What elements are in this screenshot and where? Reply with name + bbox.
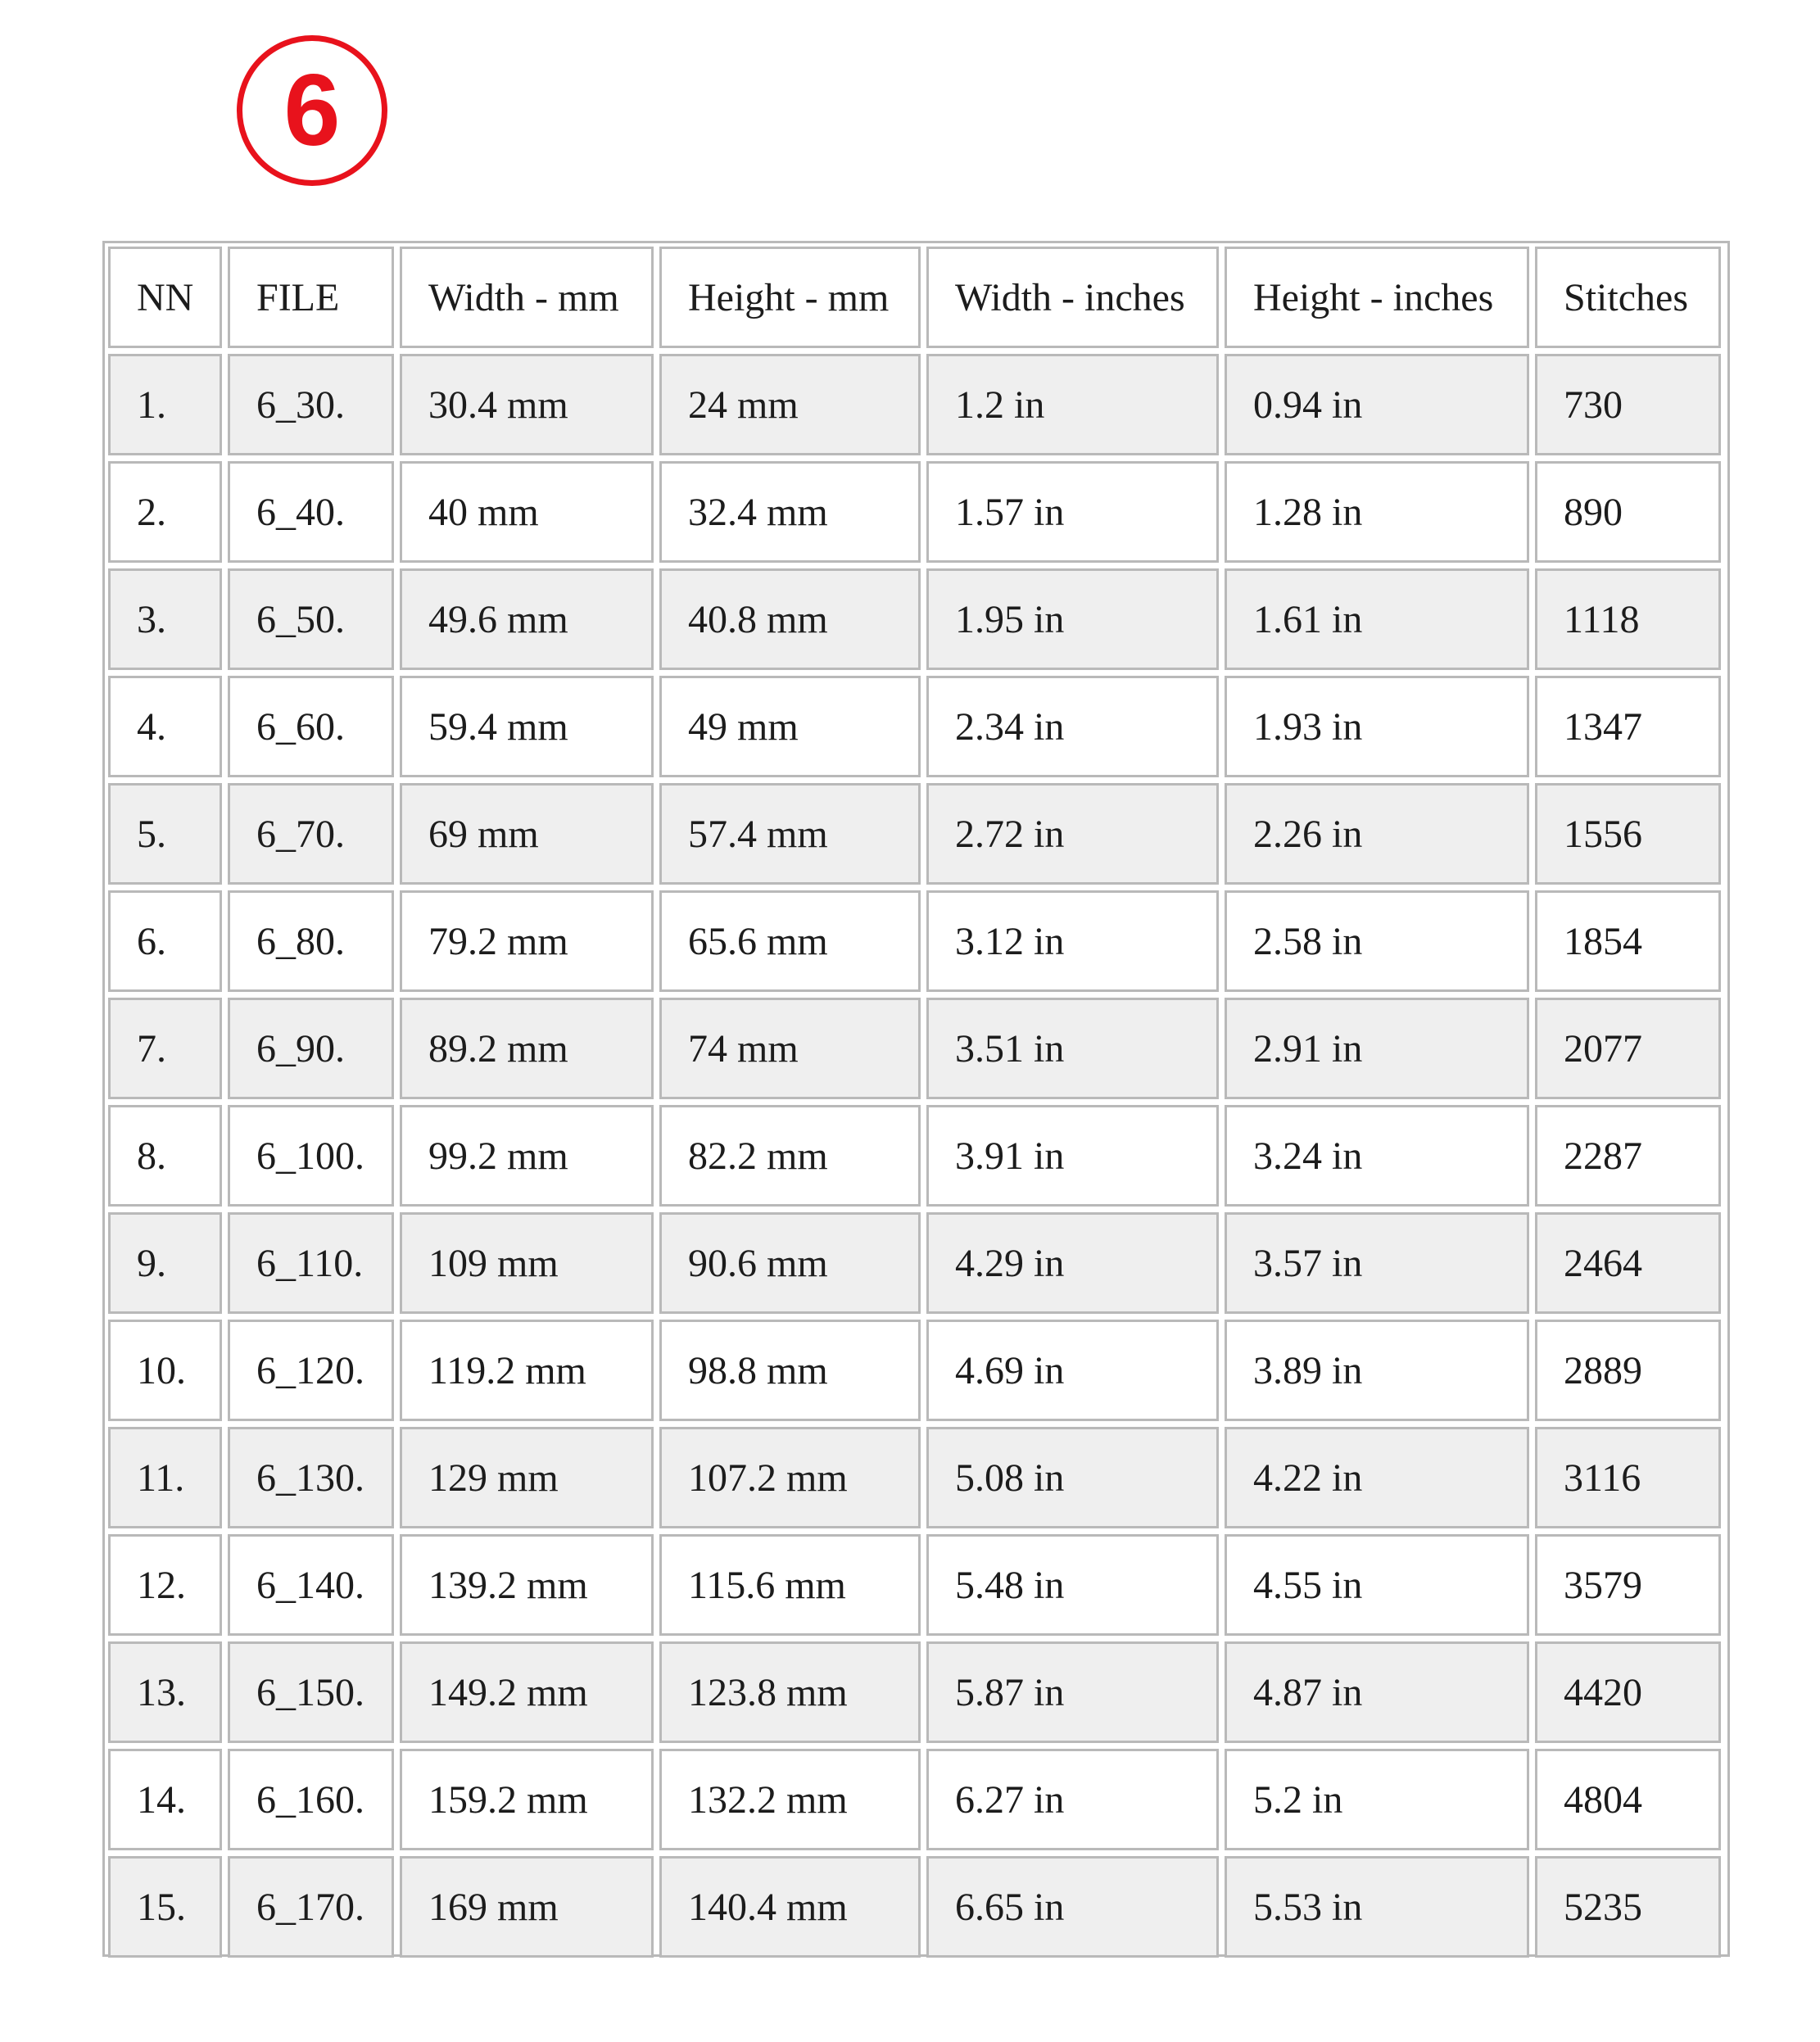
cell-width-inches: 1.57 in	[926, 461, 1219, 563]
cell-height-inches: 5.2 in	[1225, 1749, 1529, 1850]
cell-height-mm: 90.6 mm	[659, 1212, 921, 1314]
cell-width-inches: 1.95 in	[926, 568, 1219, 670]
table-row	[108, 1856, 1721, 1958]
header-height-mm: Height - mm	[659, 247, 921, 348]
header-height-inches: Height - inches	[1225, 247, 1529, 348]
cell-width-inches: 2.72 in	[926, 783, 1219, 885]
size-table	[102, 241, 1727, 1963]
cell-height-mm: 49 mm	[659, 676, 921, 777]
cell-height-inches: 4.55 in	[1225, 1534, 1529, 1636]
cell-height-inches: 3.24 in	[1225, 1105, 1529, 1207]
cell-file: 6_140.	[228, 1534, 394, 1636]
cell-height-mm: 140.4 mm	[659, 1856, 921, 1958]
cell-nn: 12.	[108, 1534, 222, 1636]
cell-nn: 2.	[108, 461, 222, 563]
cell-file: 6_110.	[228, 1212, 394, 1314]
cell-height-inches: 1.93 in	[1225, 676, 1529, 777]
cell-nn: 15.	[108, 1856, 222, 1958]
cell-width-mm: 109 mm	[400, 1212, 654, 1314]
cell-width-mm: 149.2 mm	[400, 1641, 654, 1743]
cell-width-mm: 40 mm	[400, 461, 654, 563]
cell-file: 6_90.	[228, 998, 394, 1099]
cell-width-inches: 3.12 in	[926, 890, 1219, 992]
cell-file: 6_170.	[228, 1856, 394, 1958]
header-nn: NN	[108, 247, 222, 348]
cell-file: 6_80.	[228, 890, 394, 992]
cell-stitches: 730	[1535, 354, 1721, 455]
cell-file: 6_130.	[228, 1427, 394, 1528]
table-row	[108, 676, 1721, 777]
cell-nn: 11.	[108, 1427, 222, 1528]
cell-width-inches: 6.65 in	[926, 1856, 1219, 1958]
cell-nn: 1.	[108, 354, 222, 455]
number-badge	[237, 35, 387, 186]
cell-stitches: 1347	[1535, 676, 1721, 777]
cell-stitches: 1556	[1535, 783, 1721, 885]
cell-height-mm: 57.4 mm	[659, 783, 921, 885]
cell-height-mm: 40.8 mm	[659, 568, 921, 670]
table-row	[108, 1641, 1721, 1743]
cell-width-inches: 3.51 in	[926, 998, 1219, 1099]
cell-nn: 10.	[108, 1320, 222, 1421]
table-row	[108, 461, 1721, 563]
cell-width-inches: 6.27 in	[926, 1749, 1219, 1850]
cell-height-inches: 5.53 in	[1225, 1856, 1529, 1958]
cell-width-inches: 2.34 in	[926, 676, 1219, 777]
cell-width-mm: 59.4 mm	[400, 676, 654, 777]
cell-file: 6_50.	[228, 568, 394, 670]
cell-stitches: 2889	[1535, 1320, 1721, 1421]
cell-width-mm: 69 mm	[400, 783, 654, 885]
cell-stitches: 2464	[1535, 1212, 1721, 1314]
header-width-inches: Width - inches	[926, 247, 1219, 348]
cell-height-mm: 132.2 mm	[659, 1749, 921, 1850]
cell-height-mm: 24 mm	[659, 354, 921, 455]
cell-height-mm: 98.8 mm	[659, 1320, 921, 1421]
header-width-mm: Width - mm	[400, 247, 654, 348]
cell-width-mm: 159.2 mm	[400, 1749, 654, 1850]
cell-height-inches: 4.87 in	[1225, 1641, 1529, 1743]
header-stitches: Stitches	[1535, 247, 1721, 348]
cell-file: 6_120.	[228, 1320, 394, 1421]
cell-height-mm: 107.2 mm	[659, 1427, 921, 1528]
cell-width-inches: 5.48 in	[926, 1534, 1219, 1636]
cell-width-mm: 169 mm	[400, 1856, 654, 1958]
cell-width-inches: 1.2 in	[926, 354, 1219, 455]
cell-stitches: 2077	[1535, 998, 1721, 1099]
cell-width-mm: 79.2 mm	[400, 890, 654, 992]
cell-width-mm: 129 mm	[400, 1427, 654, 1528]
cell-file: 6_70.	[228, 783, 394, 885]
cell-width-inches: 4.29 in	[926, 1212, 1219, 1314]
cell-width-mm: 89.2 mm	[400, 998, 654, 1099]
table-row	[108, 1105, 1721, 1207]
table-row	[108, 354, 1721, 455]
cell-height-inches: 0.94 in	[1225, 354, 1529, 455]
size-table-frame	[102, 241, 1730, 1957]
cell-height-inches: 1.61 in	[1225, 568, 1529, 670]
cell-width-mm: 30.4 mm	[400, 354, 654, 455]
cell-height-inches: 1.28 in	[1225, 461, 1529, 563]
cell-height-mm: 82.2 mm	[659, 1105, 921, 1207]
table-row	[108, 568, 1721, 670]
cell-file: 6_160.	[228, 1749, 394, 1850]
table-row	[108, 1534, 1721, 1636]
cell-file: 6_30.	[228, 354, 394, 455]
cell-height-inches: 3.57 in	[1225, 1212, 1529, 1314]
cell-nn: 6.	[108, 890, 222, 992]
cell-height-mm: 123.8 mm	[659, 1641, 921, 1743]
cell-width-inches: 5.08 in	[926, 1427, 1219, 1528]
header-row	[108, 247, 1721, 348]
table-row	[108, 1749, 1721, 1850]
cell-width-mm: 139.2 mm	[400, 1534, 654, 1636]
table-row	[108, 890, 1721, 992]
cell-nn: 13.	[108, 1641, 222, 1743]
cell-width-inches: 4.69 in	[926, 1320, 1219, 1421]
cell-stitches: 3116	[1535, 1427, 1721, 1528]
cell-nn: 4.	[108, 676, 222, 777]
cell-nn: 14.	[108, 1749, 222, 1850]
cell-height-inches: 2.26 in	[1225, 783, 1529, 885]
cell-file: 6_40.	[228, 461, 394, 563]
cell-stitches: 2287	[1535, 1105, 1721, 1207]
cell-file: 6_150.	[228, 1641, 394, 1743]
cell-stitches: 890	[1535, 461, 1721, 563]
cell-height-inches: 3.89 in	[1225, 1320, 1529, 1421]
cell-file: 6_60.	[228, 676, 394, 777]
table-row	[108, 998, 1721, 1099]
cell-stitches: 5235	[1535, 1856, 1721, 1958]
table-row	[108, 783, 1721, 885]
cell-stitches: 3579	[1535, 1534, 1721, 1636]
cell-height-mm: 115.6 mm	[659, 1534, 921, 1636]
cell-width-inches: 3.91 in	[926, 1105, 1219, 1207]
cell-nn: 9.	[108, 1212, 222, 1314]
cell-height-mm: 74 mm	[659, 998, 921, 1099]
cell-stitches: 1854	[1535, 890, 1721, 992]
cell-width-inches: 5.87 in	[926, 1641, 1219, 1743]
badge-label: 6	[283, 54, 341, 167]
cell-stitches: 4804	[1535, 1749, 1721, 1850]
cell-nn: 8.	[108, 1105, 222, 1207]
cell-width-mm: 99.2 mm	[400, 1105, 654, 1207]
cell-stitches: 4420	[1535, 1641, 1721, 1743]
cell-width-mm: 49.6 mm	[400, 568, 654, 670]
cell-height-mm: 65.6 mm	[659, 890, 921, 992]
cell-height-inches: 2.58 in	[1225, 890, 1529, 992]
cell-nn: 7.	[108, 998, 222, 1099]
cell-nn: 5.	[108, 783, 222, 885]
cell-height-mm: 32.4 mm	[659, 461, 921, 563]
cell-width-mm: 119.2 mm	[400, 1320, 654, 1421]
header-file: FILE	[228, 247, 394, 348]
cell-stitches: 1118	[1535, 568, 1721, 670]
cell-height-inches: 2.91 in	[1225, 998, 1529, 1099]
cell-file: 6_100.	[228, 1105, 394, 1207]
table-row	[108, 1212, 1721, 1314]
table-row	[108, 1427, 1721, 1528]
cell-nn: 3.	[108, 568, 222, 670]
table-body	[108, 354, 1721, 1958]
table-row	[108, 1320, 1721, 1421]
cell-height-inches: 4.22 in	[1225, 1427, 1529, 1528]
